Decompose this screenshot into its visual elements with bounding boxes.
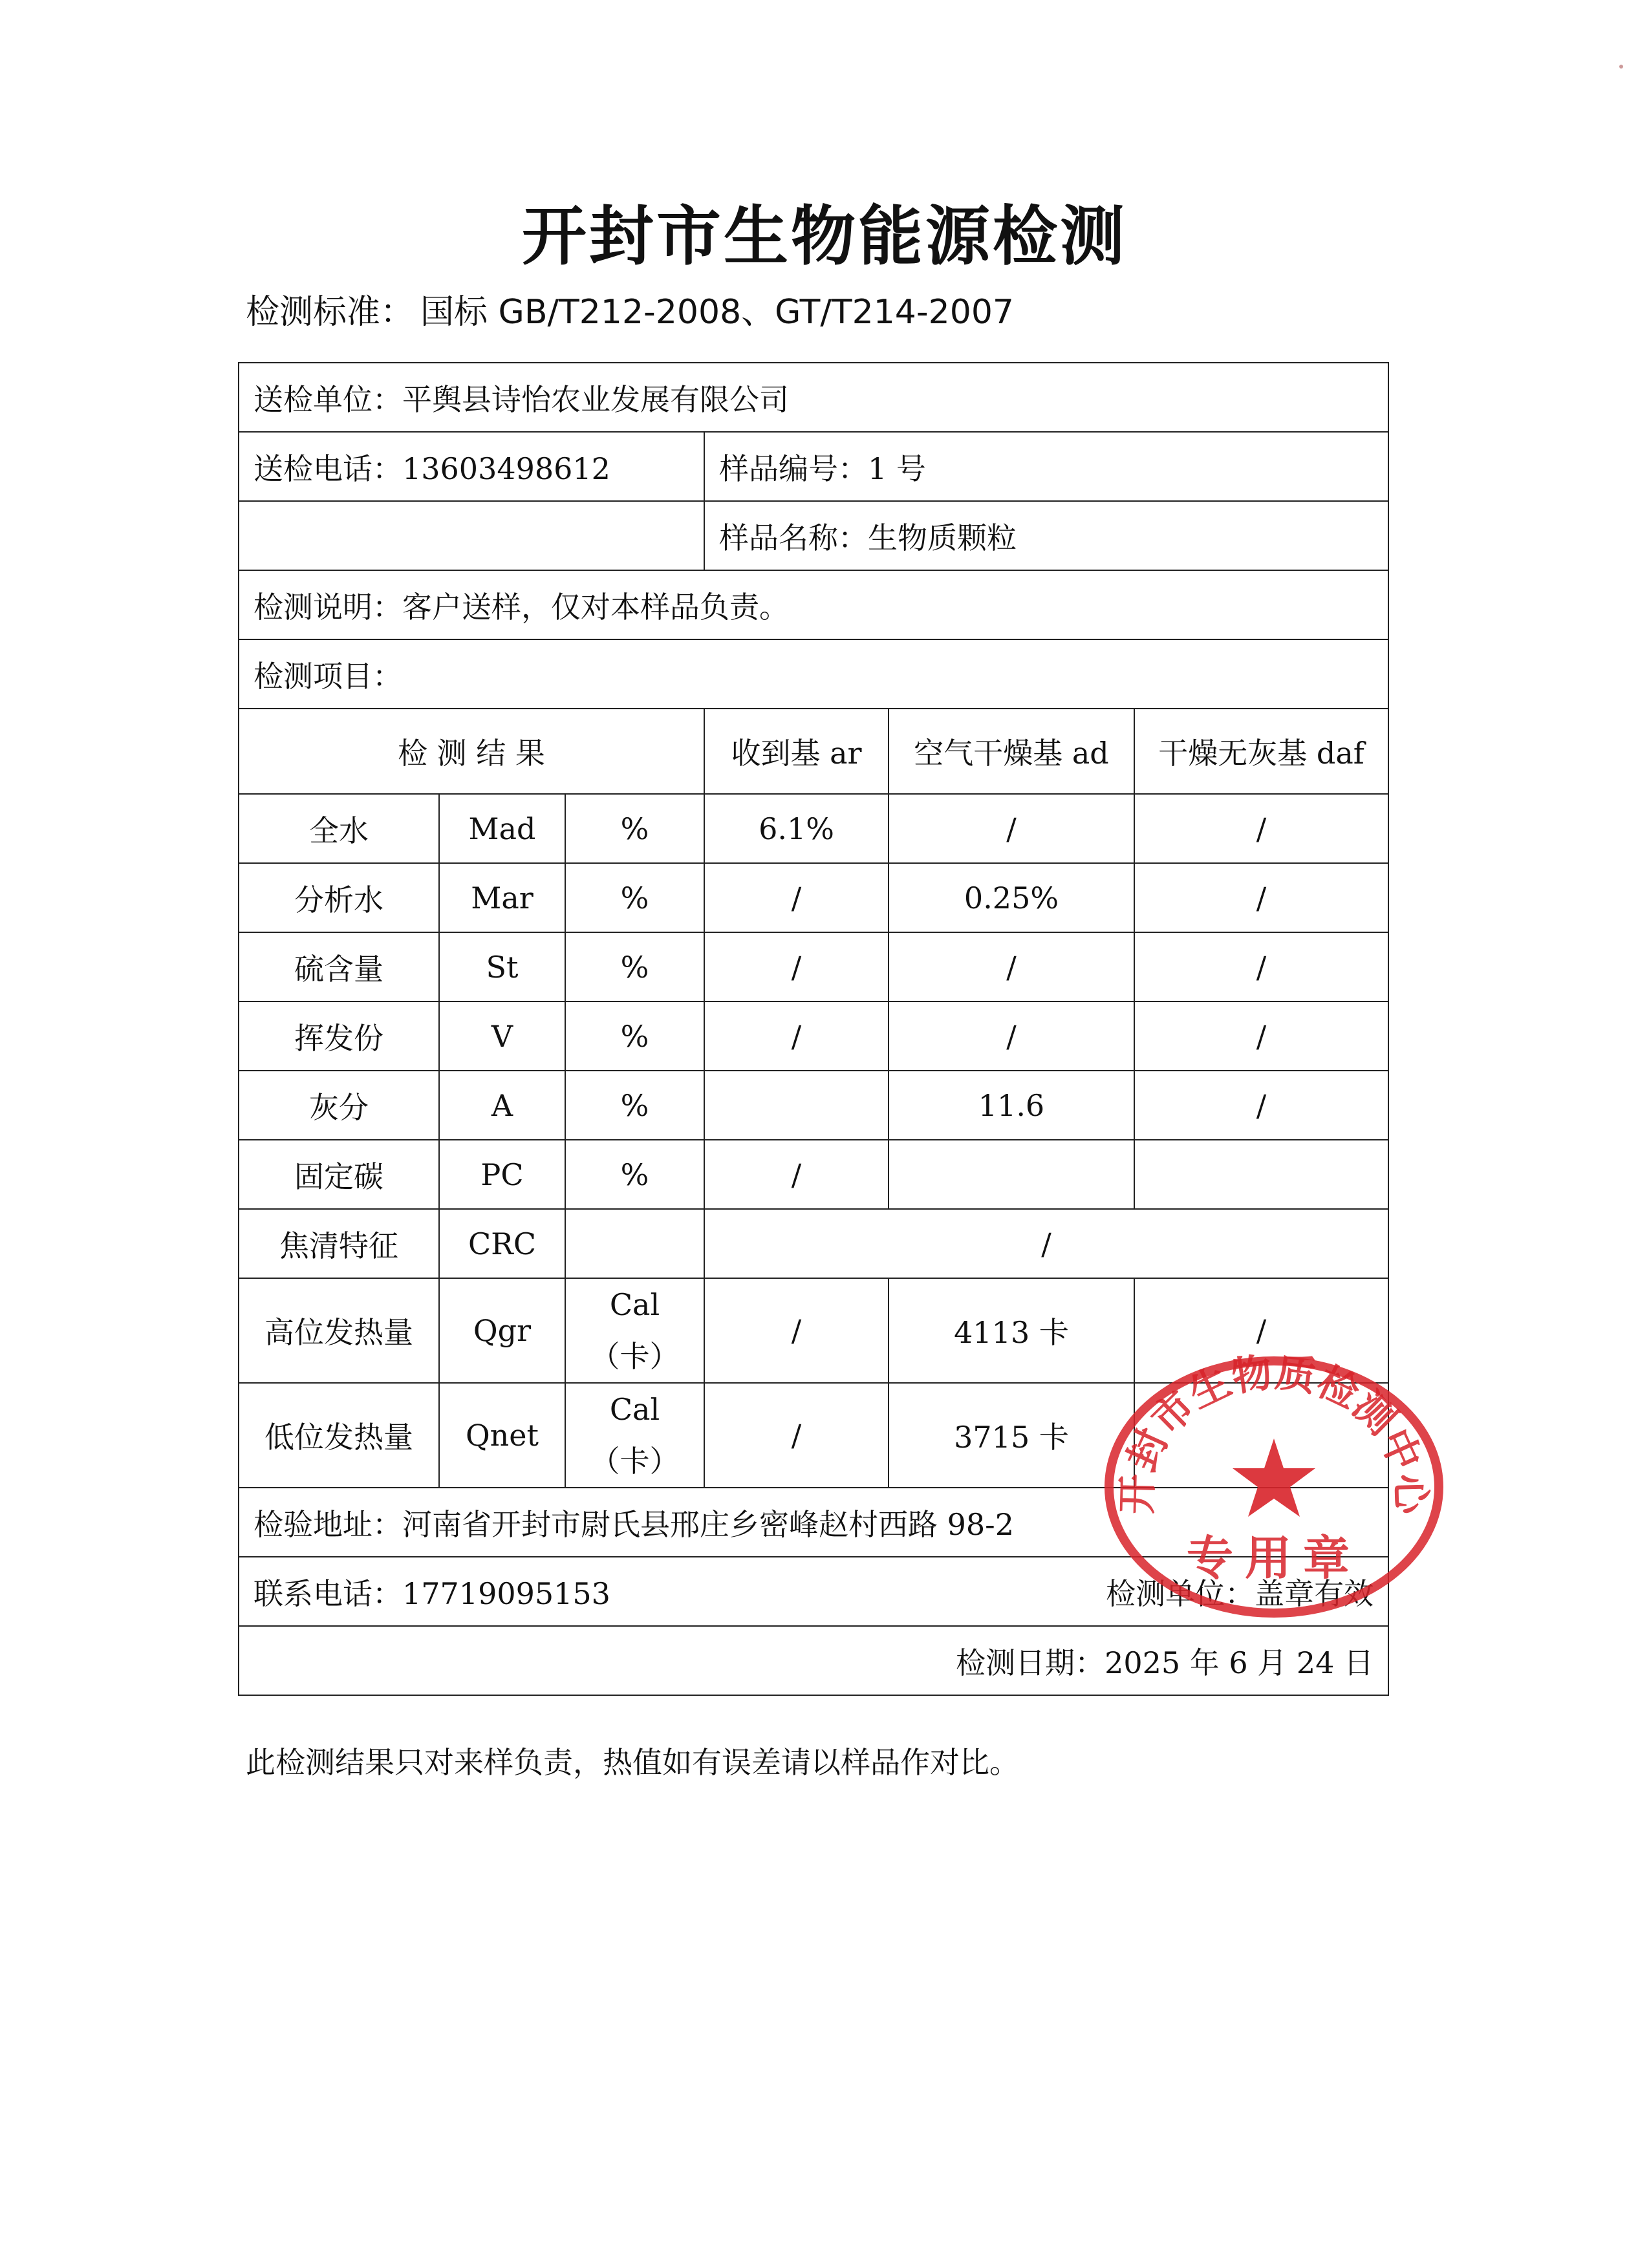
row-symbol: A <box>439 1071 565 1140</box>
row-ar: / <box>704 1140 889 1209</box>
table-row <box>239 932 1388 1001</box>
table-row <box>239 1071 1388 1140</box>
header-ad: 空气干燥基 ad <box>889 709 1134 794</box>
note-row <box>239 570 1388 639</box>
client-label: 送检单位： <box>253 381 402 417</box>
contact-label: 联系电话： <box>253 1576 402 1611</box>
row-ad: / <box>889 932 1134 1001</box>
heat-ar: / <box>704 1278 889 1383</box>
note-label: 检测说明： <box>253 589 402 625</box>
row-unit: % <box>565 1140 704 1209</box>
row-daf: / <box>1134 932 1388 1001</box>
disclaimer: 此检测结果只对来样负责，热值如有误差请以样品作对比。 <box>246 1745 1019 1780</box>
heat-symbol: Qgr <box>439 1278 565 1383</box>
sample-no-value: 1 号 <box>868 451 926 486</box>
row-symbol: V <box>439 1001 565 1071</box>
date-label: 检测日期： <box>956 1645 1105 1680</box>
items-label: 检测项目： <box>253 658 402 694</box>
header-row <box>239 709 1388 794</box>
row-ar: / <box>704 863 889 932</box>
row-unit: % <box>565 794 704 863</box>
phone-label: 送检电话： <box>253 451 402 486</box>
unit-value: 盖章有效 <box>1255 1576 1374 1611</box>
row-daf: / <box>1134 794 1388 863</box>
row-ar: / <box>704 1001 889 1071</box>
row-name: 挥发份 <box>239 1001 439 1071</box>
row-daf: / <box>1134 863 1388 932</box>
standard-value: 国标 GB/T212-2008、GT/T214-2007 <box>420 293 1014 332</box>
seal-inner-text: 专用章 <box>1186 1531 1362 1585</box>
unit-label: 检测单位： <box>1106 1576 1255 1611</box>
page-title: 开封市生物能源检测 <box>522 198 1127 274</box>
crc-name: 焦清特征 <box>239 1209 439 1278</box>
row-ar: / <box>704 932 889 1001</box>
row-daf <box>1134 1140 1388 1209</box>
row-name: 全水 <box>239 794 439 863</box>
unit-line1: Cal <box>609 1287 660 1322</box>
phone-value: 13603498612 <box>402 451 610 486</box>
unit-line2: （卡） <box>590 1444 680 1479</box>
row-unit: % <box>565 1071 704 1140</box>
row-ad <box>889 1140 1134 1209</box>
row-ad: 11.6 <box>889 1071 1134 1140</box>
address-value: 河南省开封市尉氏县邢庄乡密峰赵村西路 98-2 <box>402 1506 1014 1542</box>
table-row <box>239 863 1388 932</box>
unit-line1: Cal <box>609 1392 660 1427</box>
phone-row <box>239 432 1388 501</box>
sample-name-value: 生物质颗粒 <box>868 520 1017 555</box>
row-symbol: PC <box>439 1140 565 1209</box>
heat-daf: / <box>1134 1278 1388 1383</box>
crc-row <box>239 1209 1388 1278</box>
address-label: 检验地址： <box>253 1506 402 1542</box>
row-name: 固定碳 <box>239 1140 439 1209</box>
crc-unit <box>565 1209 704 1278</box>
seal-outer-text: 开封市生物质检测中心 <box>1113 1348 1435 1515</box>
row-unit: % <box>565 932 704 1001</box>
crc-value: / <box>704 1209 1388 1278</box>
crc-symbol: CRC <box>439 1209 565 1278</box>
row-unit: % <box>565 863 704 932</box>
star-icon <box>1233 1439 1315 1517</box>
table-row <box>239 1001 1388 1071</box>
row-name: 分析水 <box>239 863 439 932</box>
row-name: 灰分 <box>239 1071 439 1140</box>
date-value: 2025 年 6 月 24 日 <box>1105 1645 1374 1680</box>
heat-unit <box>565 1383 704 1488</box>
heat-ar: / <box>704 1383 889 1488</box>
table-row <box>239 794 1388 863</box>
row-daf: / <box>1134 1001 1388 1071</box>
empty-cell <box>239 501 704 570</box>
row-symbol: Mad <box>439 794 565 863</box>
row-symbol: St <box>439 932 565 1001</box>
row-ad: 0.25% <box>889 863 1134 932</box>
heat-name: 低位发热量 <box>239 1383 439 1488</box>
heat-unit <box>565 1278 704 1383</box>
sample-name-label: 样品名称： <box>719 520 868 555</box>
standard-label: 检测标准： <box>246 293 415 332</box>
client-value: 平舆县诗怡农业发展有限公司 <box>402 381 789 417</box>
date-row <box>239 1626 1388 1695</box>
row-name: 硫含量 <box>239 932 439 1001</box>
row-ad: / <box>889 1001 1134 1071</box>
row-unit: % <box>565 1001 704 1071</box>
client-row <box>239 363 1388 432</box>
row-ar: 6.1% <box>704 794 889 863</box>
header-ar: 收到基 ar <box>704 709 889 794</box>
row-daf: / <box>1134 1071 1388 1140</box>
contact-value: 17719095153 <box>402 1576 610 1611</box>
official-seal <box>1099 1348 1449 1620</box>
heat-ad: 4113 卡 <box>889 1278 1134 1383</box>
sample-name-row <box>239 501 1388 570</box>
heat-name: 高位发热量 <box>239 1278 439 1383</box>
test-standard <box>246 284 1014 333</box>
heat-symbol: Qnet <box>439 1383 565 1488</box>
unit-line2: （卡） <box>590 1339 680 1374</box>
scan-dot <box>1619 65 1623 69</box>
sample-no-label: 样品编号： <box>719 451 868 486</box>
row-ad: / <box>889 794 1134 863</box>
table-row <box>239 1140 1388 1209</box>
row-symbol: Mar <box>439 863 565 932</box>
header-result: 检 测 结 果 <box>239 709 704 794</box>
header-daf: 干燥无灰基 daf <box>1134 709 1388 794</box>
row-ar <box>704 1071 889 1140</box>
heat-ad: 3715 卡 <box>889 1383 1134 1488</box>
note-value: 客户送样，仅对本样品负责。 <box>402 589 789 625</box>
items-row <box>239 639 1388 709</box>
